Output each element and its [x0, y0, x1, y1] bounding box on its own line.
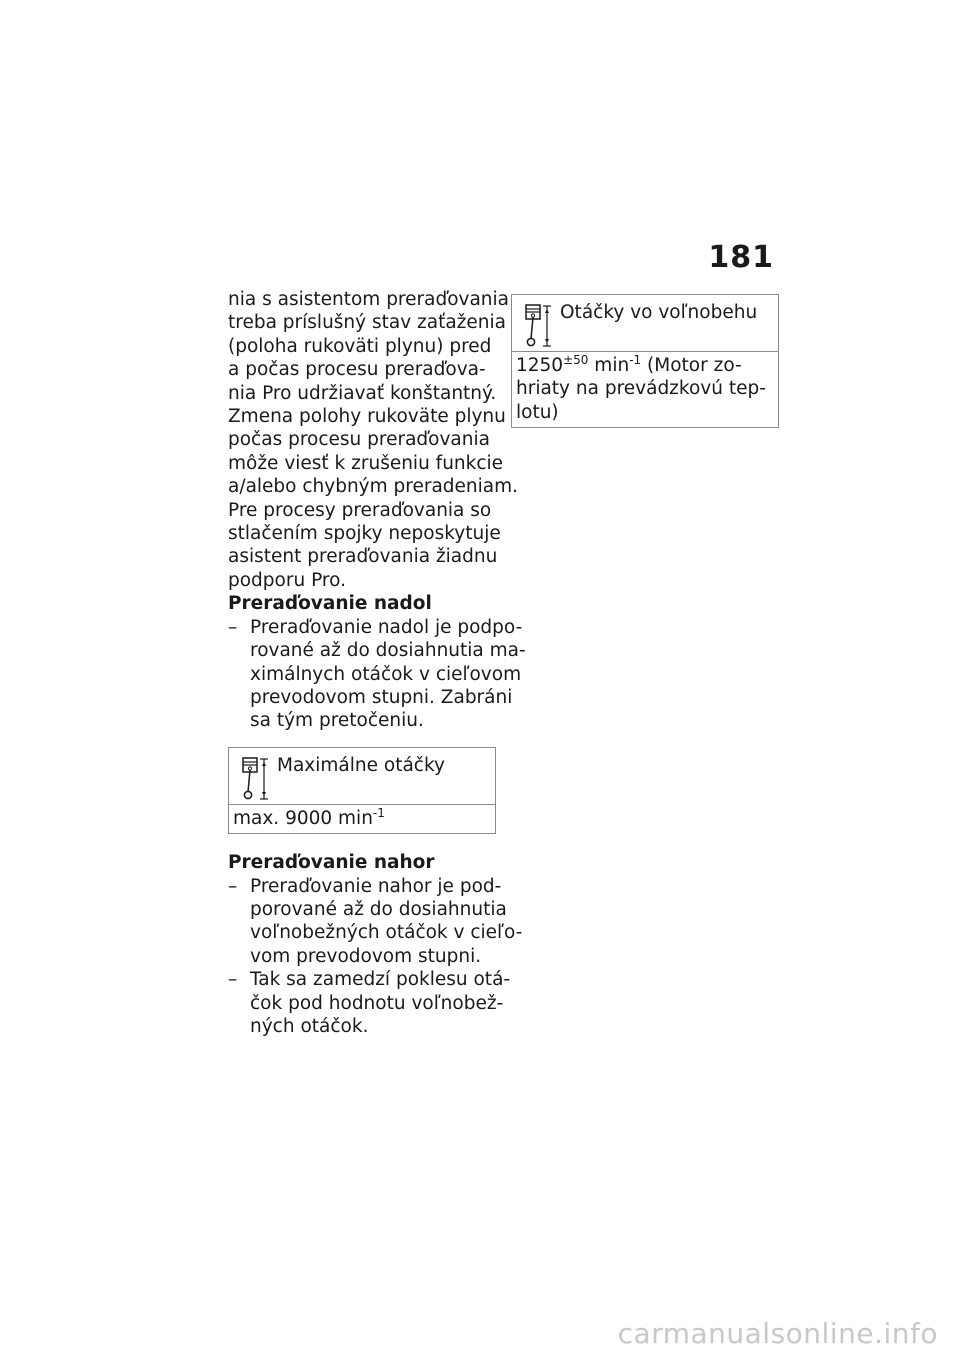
- text-line: treba príslušný stav zaťaženia: [228, 312, 506, 334]
- engine-piston-icon: [524, 303, 554, 349]
- watermark: carmanualsonline.info: [617, 1317, 938, 1350]
- spec-box-header: [512, 295, 778, 352]
- spec-box-value: [229, 805, 495, 833]
- max-rpm-spec-box: [228, 747, 496, 834]
- text-line: čok pod hodnotu voľnobež-: [250, 992, 504, 1014]
- list-item: [228, 968, 511, 1038]
- text-line: voľnobežných otáčok v cieľo-: [250, 922, 523, 944]
- text-line: ných otáčok.: [250, 1015, 369, 1037]
- text-line: rované až do dosiahnutia ma-: [250, 640, 526, 662]
- bullet-dash: –: [228, 969, 238, 991]
- right-column: [511, 294, 779, 445]
- upshift-heading: Preraďovanie nahor: [228, 852, 435, 874]
- bullet-dash: –: [228, 616, 238, 638]
- max-rpm-value: max. 9000 min: [233, 807, 373, 829]
- text-line: počas procesu preraďovania: [228, 429, 490, 451]
- text-line: (poloha rukoväti plynu) pred: [228, 335, 492, 357]
- text-line: lotu): [516, 401, 559, 423]
- text-line: nia Pro udržiavať konštantný.: [228, 382, 497, 404]
- text-line: asistent preraďovania žiadnu: [228, 546, 498, 568]
- text-line: [516, 354, 774, 377]
- text-line: a počas procesu preraďova-: [228, 359, 486, 381]
- spec-box-header: [229, 748, 495, 805]
- text-line: sa tým pretočeniu.: [250, 710, 424, 732]
- intro-paragraph: [228, 288, 519, 592]
- text-line: Pre procesy preraďovania so: [228, 499, 492, 521]
- downshift-heading: Preraďovanie nadol: [228, 593, 432, 615]
- text-line: a/alebo chybným preradeniam.: [228, 476, 519, 498]
- text-line: vom prevodovom stupni.: [250, 945, 482, 967]
- idle-rpm-value: 1250: [516, 355, 564, 376]
- engine-piston-icon: [241, 756, 271, 802]
- text-line: prevodovom stupni. Zabráni: [250, 686, 513, 708]
- text-line: stlačením spojky neposkytuje: [228, 523, 501, 545]
- list-item: [228, 875, 523, 969]
- text-line: hriaty na prevádzkovú tep-: [516, 378, 766, 400]
- unit: min: [588, 355, 630, 376]
- text-line: ximálnych otáčok v cieľovom: [250, 663, 522, 685]
- text-line: Tak sa zamedzí poklesu otá-: [250, 969, 511, 991]
- list-item: [228, 616, 526, 733]
- spec-box-title: Maximálne otáčky: [277, 754, 445, 776]
- unit-exponent: -1: [629, 352, 642, 367]
- idle-rpm-spec-box: [511, 294, 779, 428]
- unit-exponent: -1: [372, 805, 385, 820]
- tolerance: ±50: [563, 352, 589, 367]
- text-line: porované až do dosiahnutia: [250, 898, 507, 920]
- left-column: [228, 288, 526, 1038]
- bullet-dash: –: [228, 875, 238, 897]
- spec-box-title: Otáčky vo voľnobehu: [560, 302, 758, 323]
- text-line: nia s asistentom preraďovania: [228, 289, 510, 310]
- spec-box-value: [512, 352, 778, 427]
- page-number: 181: [708, 240, 774, 275]
- text-line: Zmena polohy rukoväte plynu: [228, 406, 506, 428]
- text-line: podporu Pro.: [228, 569, 346, 591]
- text-line: Preraďovanie nadol je podpo-: [250, 616, 523, 638]
- condition-text: (Motor zo-: [641, 355, 742, 376]
- text-line: môže viesť k zrušeniu funkcie: [228, 452, 504, 474]
- text-line: Preraďovanie nahor je pod-: [250, 875, 502, 897]
